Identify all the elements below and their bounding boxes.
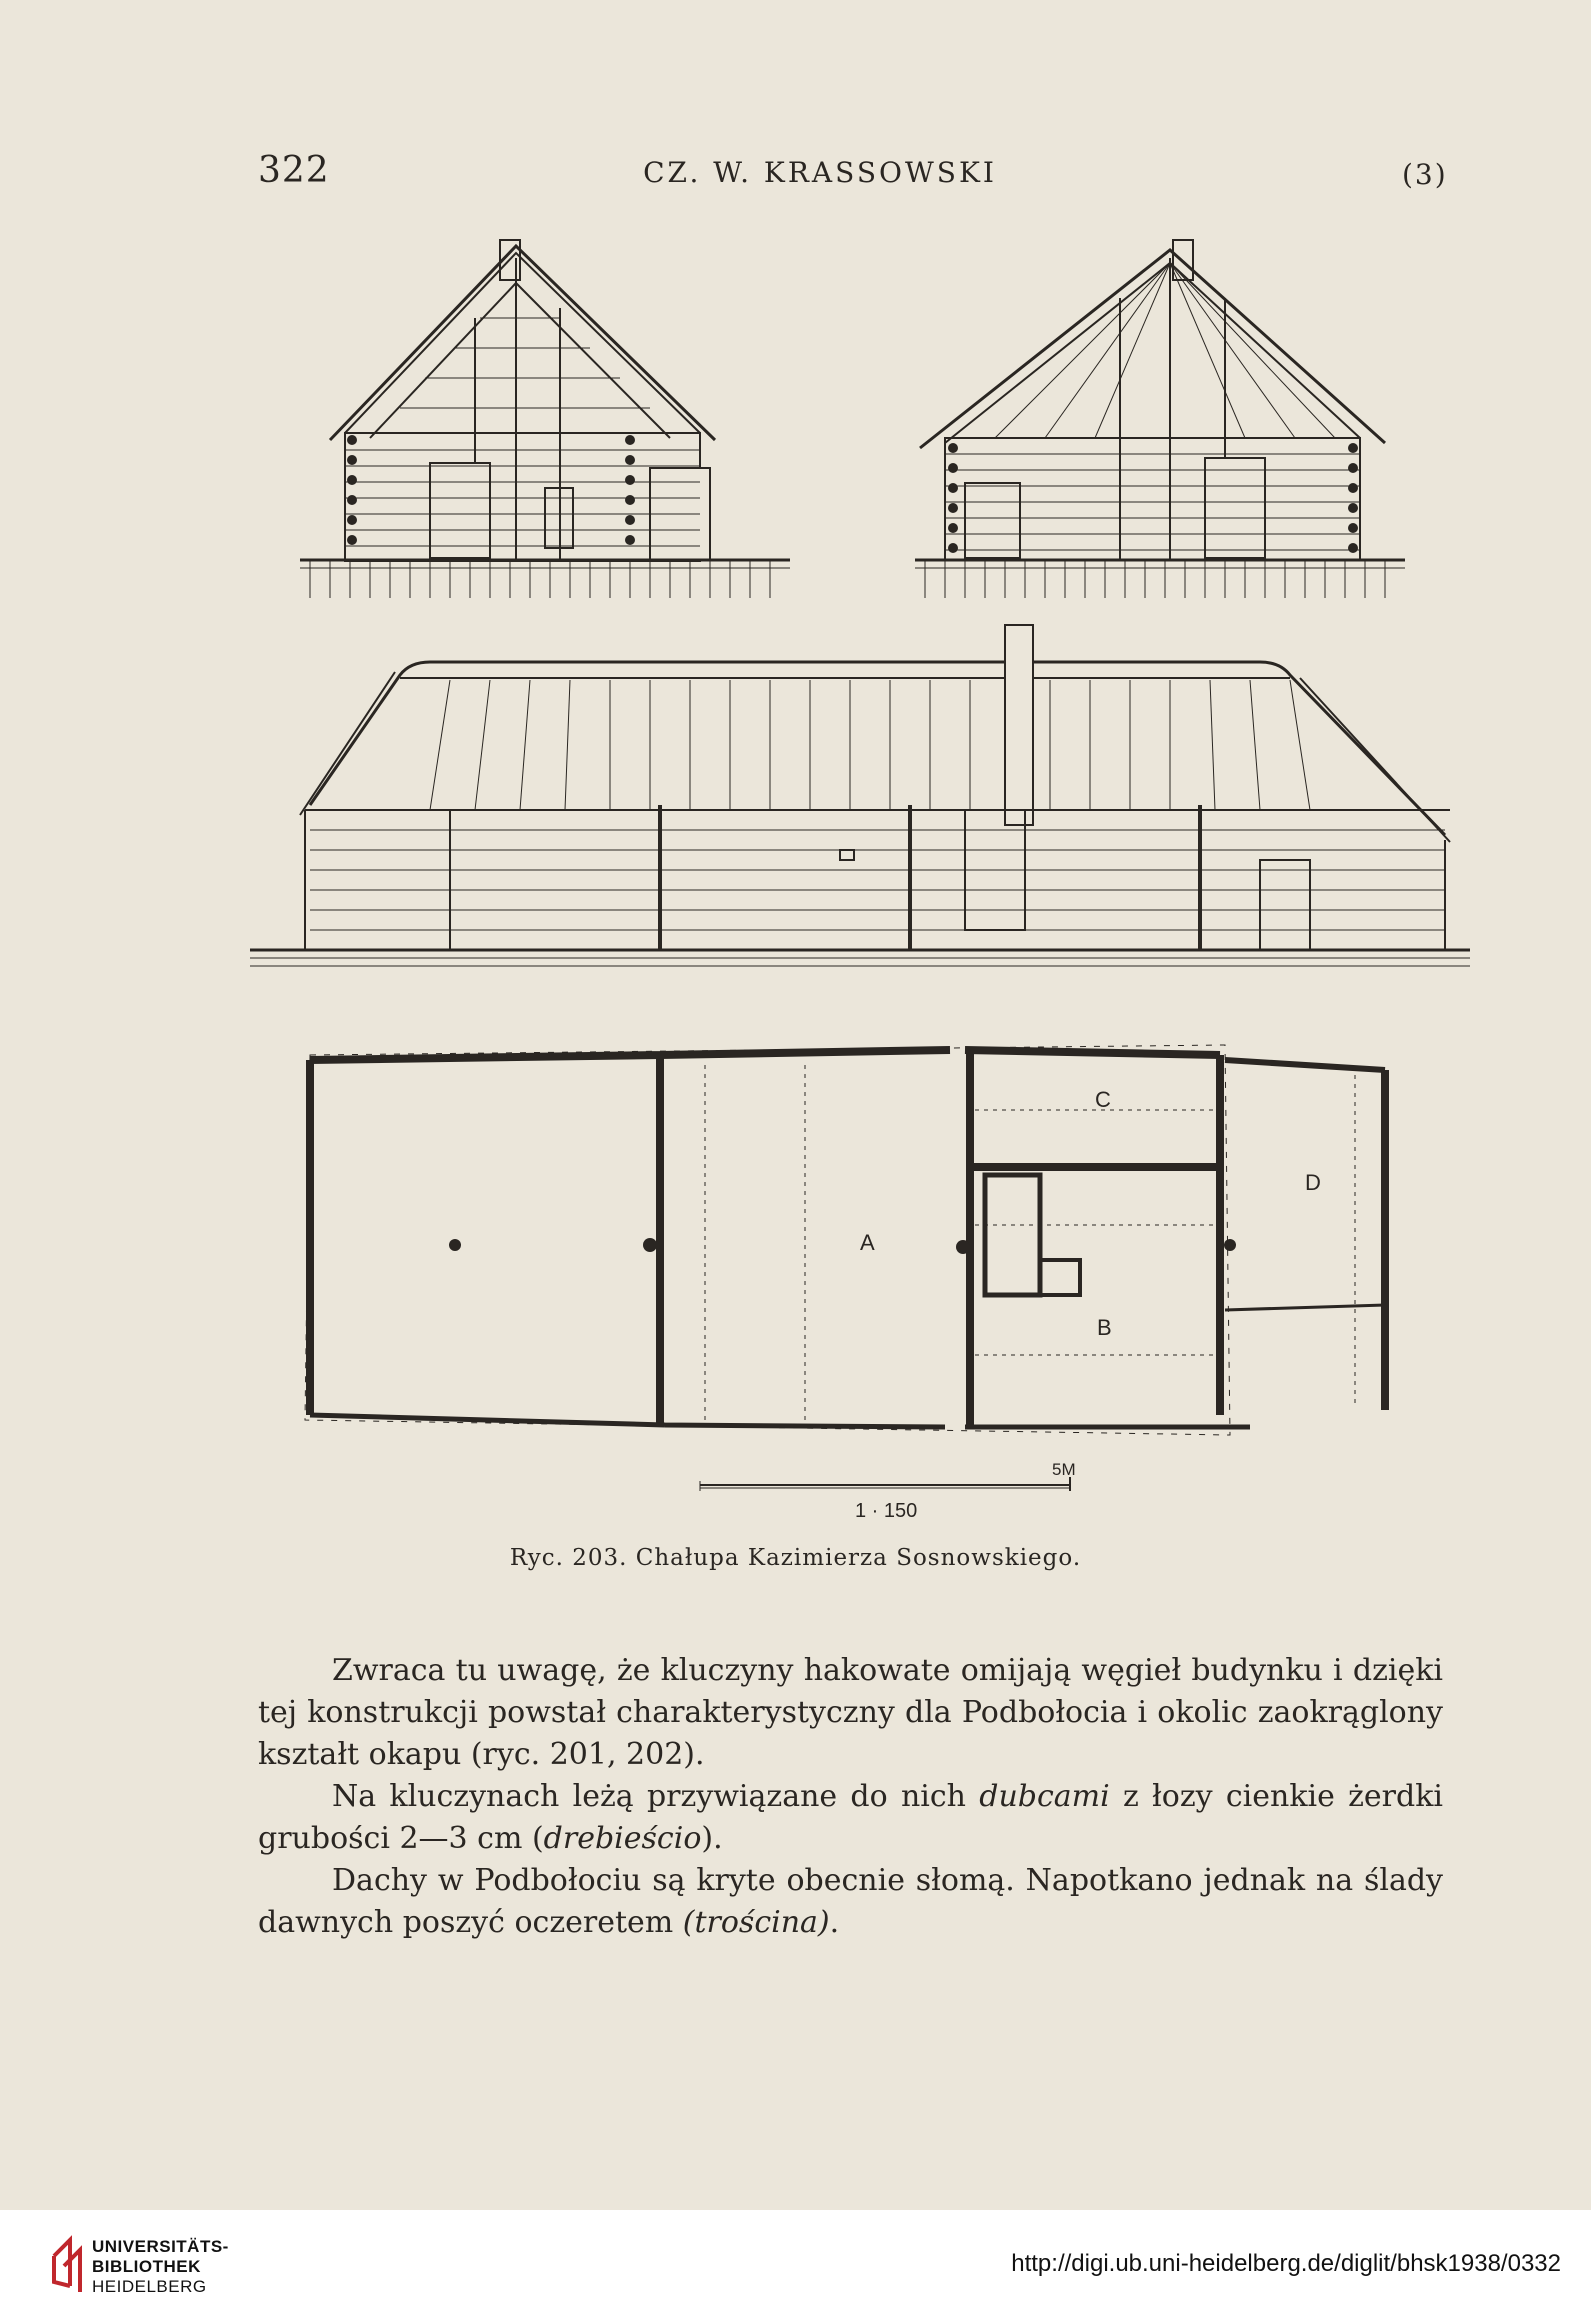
term-dubcami: dubcami: [979, 1779, 1110, 1814]
p2-text-a: Na kluczynach leżą przywiązane do nich: [332, 1779, 980, 1814]
p2-text-b: z łozy cienkie żerdki grubości 2—3 cm (: [258, 1779, 1444, 1856]
running-header: [0, 150, 1591, 200]
figure-caption: Ryc. 203. Chałupa Kazimierza Sosnowskiego.: [509, 1545, 1082, 1571]
term-troscina: (trościna): [682, 1905, 830, 1940]
term-drebiescio: drebieścio: [543, 1821, 702, 1856]
floor-plan: [285, 1015, 1435, 1450]
p2-text-c: ).: [701, 1821, 723, 1856]
section-mark: (3): [1402, 158, 1448, 191]
paragraph-2: [258, 1776, 1443, 1860]
library-name-line-3: HEIDELBERG: [92, 2277, 207, 2296]
room-label-b: B: [1097, 1315, 1112, 1340]
paragraph-3: [258, 1860, 1443, 1944]
library-name-line-1: UNIVERSITÄTS-: [92, 2237, 229, 2256]
library-name-line-2: BIBLIOTHEK: [92, 2257, 201, 2276]
scale-unit: 5M: [1052, 1460, 1076, 1479]
p3-text-a: Dachy w Podbołociu są kryte obecnie słomą. Napotkano jednak na ślady dawnych poszyć oczeretem: [258, 1863, 1443, 1940]
body-text: [258, 1650, 1443, 1944]
paragraph-1: Zwraca tu uwagę, że kluczyny hakowate omijają węgieł budynku i dzięki tej konstrukcji powstał charakterystyczny dla Podbołocia i okolic zaokrąglony kształt okapu (ryc. 201, 202).: [258, 1653, 1443, 1772]
gable-elevation-right: [905, 228, 1415, 608]
permalink-url[interactable]: http://digi.ub.uni-heidelberg.de/diglit/bhsk1938/0332: [1011, 2250, 1561, 2277]
page-number: 322: [258, 150, 330, 191]
scale-ratio: 1 · 150: [855, 1500, 918, 1522]
running-head-author: CZ. W. KRASSOWSKI: [643, 156, 997, 189]
longitudinal-section: [250, 620, 1470, 1000]
gable-elevation-left: [290, 228, 800, 608]
room-label-c: C: [1095, 1087, 1111, 1112]
room-label-a: A: [860, 1230, 875, 1255]
p3-text-c: .: [829, 1905, 840, 1940]
scale-bar: [690, 1455, 1110, 1535]
room-label-d: D: [1305, 1170, 1321, 1195]
